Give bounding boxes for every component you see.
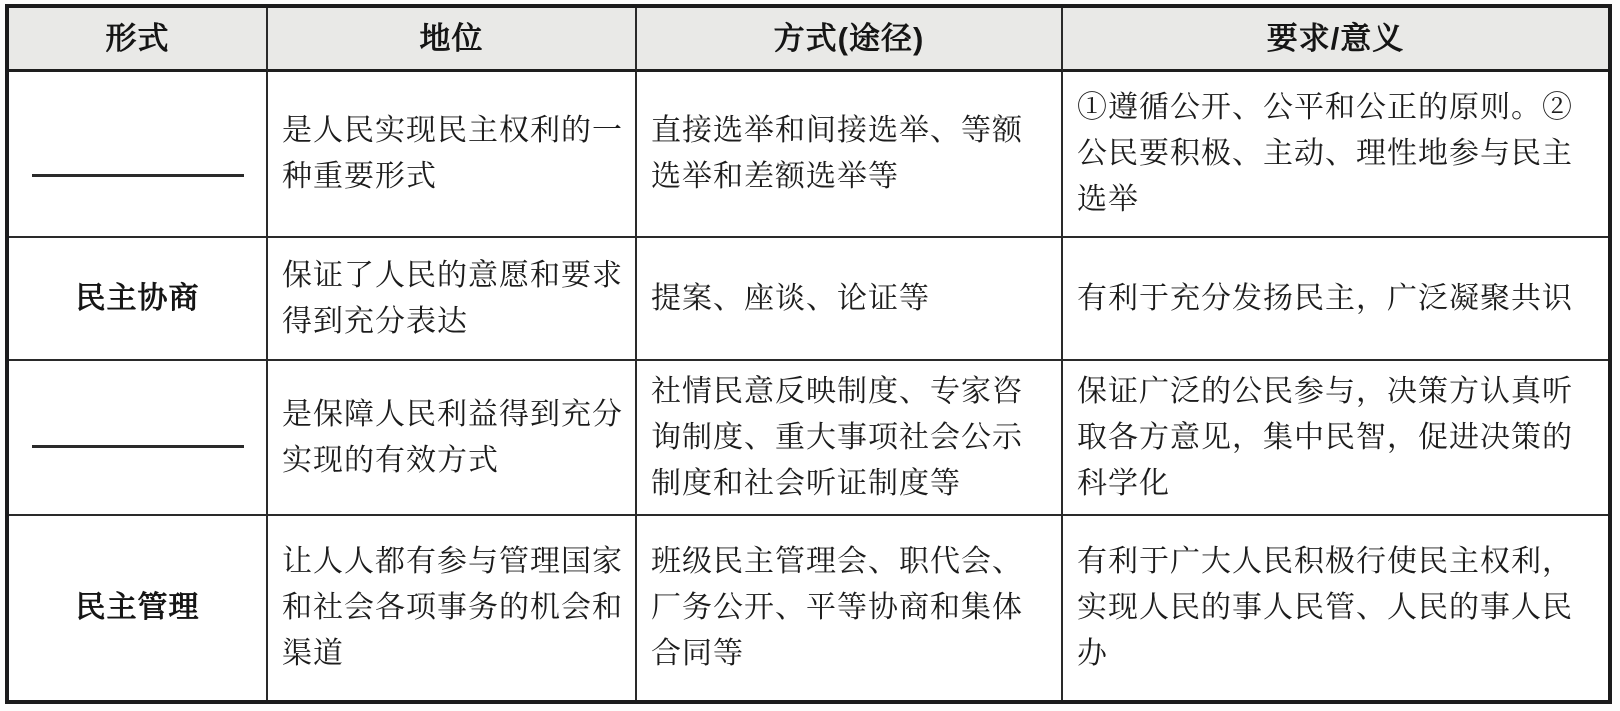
header-form-label: 形式 bbox=[105, 20, 170, 56]
cell-text: ①遵循公开、公平和公正的原则。②公民要积极、主动、理性地参与民主选举 bbox=[1077, 91, 1573, 216]
cell-text: 提案、座谈、论证等 bbox=[651, 281, 930, 315]
blank-underline bbox=[32, 445, 244, 448]
cell-method-row4 bbox=[637, 516, 1063, 700]
cell-method-row2 bbox=[637, 238, 1063, 361]
cell-text: 有利于充分发扬民主，广泛凝聚共识 bbox=[1077, 281, 1573, 315]
cell-form-row1 bbox=[9, 72, 268, 238]
cell-method-row3 bbox=[637, 361, 1063, 516]
cell-text: 保证广泛的公民参与，决策方认真听取各方意见，集中民智，促进决策的科学化 bbox=[1077, 374, 1573, 500]
header-significance-label: 要求/意义 bbox=[1266, 20, 1405, 56]
cell-text: 是人民实现民主权利的一种重要形式 bbox=[282, 114, 623, 193]
cell-status-row3 bbox=[268, 361, 637, 516]
header-significance bbox=[1063, 8, 1608, 72]
header-status bbox=[268, 8, 637, 72]
cell-text: 有利于广大人民积极行使民主权利，实现人民的事人民管、人民的事人民办 bbox=[1077, 545, 1573, 670]
cell-text: 民主管理 bbox=[75, 591, 200, 624]
header-form bbox=[9, 8, 268, 72]
cell-text: 让人人都有参与管理国家和社会各项事务的机会和渠道 bbox=[282, 545, 623, 670]
cell-significance-row4 bbox=[1063, 516, 1608, 700]
cell-significance-row2 bbox=[1063, 238, 1608, 361]
democracy-forms-table bbox=[5, 4, 1612, 704]
header-method bbox=[637, 8, 1063, 72]
cell-text: 班级民主管理会、职代会、厂务公开、平等协商和集体合同等 bbox=[651, 545, 1023, 670]
header-method-label: 方式(途径) bbox=[773, 20, 925, 56]
cell-text: 民主协商 bbox=[75, 281, 200, 315]
cell-text: 直接选举和间接选举、等额选举和差额选举等 bbox=[651, 114, 1023, 193]
cell-significance-row1 bbox=[1063, 72, 1608, 238]
cell-status-row2 bbox=[268, 238, 637, 361]
cell-form-row2 bbox=[9, 238, 268, 361]
cell-text: 社情民意反映制度、专家咨询制度、重大事项社会公示制度和社会听证制度等 bbox=[651, 374, 1023, 500]
cell-form-row4 bbox=[9, 516, 268, 700]
cell-text: 是保障人民利益得到充分实现的有效方式 bbox=[282, 397, 623, 477]
cell-form-row3 bbox=[9, 361, 268, 516]
header-status-label: 地位 bbox=[419, 20, 484, 56]
cell-method-row1 bbox=[637, 72, 1063, 238]
cell-text: 保证了人民的意愿和要求得到充分表达 bbox=[282, 258, 623, 338]
cell-status-row1 bbox=[268, 72, 637, 238]
cell-status-row4 bbox=[268, 516, 637, 700]
blank-underline bbox=[32, 174, 244, 177]
cell-significance-row3 bbox=[1063, 361, 1608, 516]
